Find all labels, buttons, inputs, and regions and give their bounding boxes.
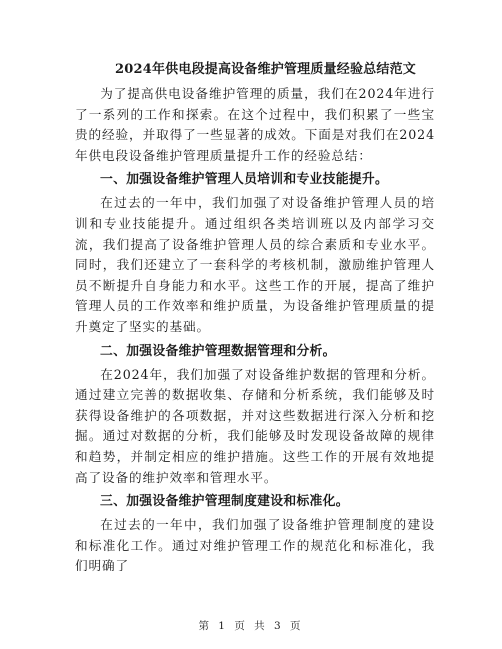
page-number-footer: 第 1 页 共 3 页 [198,620,304,632]
section-body-1: 在过去的一年中，我们加强了对设备维护管理人员的培训和专业技能提升。通过组织各类培训班以及内部学习交流，我们提高了设备维护管理人员的综合素质和专业水平。同时，我们还建立了一套科学的考核机制，激励维护管理人员不断提升自身能力和水平。这些工作的开展，提高了维护管理人员的工作效率和维护质量，为设备维护管理质量的提升奠定了坚实的基础。 [75,195,435,334]
section-body-3: 在过去的一年中，我们加强了设备维护管理制度的建设和标准化工作。通过对维护管理工作的规范化和标准化，我们明确了 [75,517,435,574]
section-heading-1: 一、加强设备维护管理人员培训和专业技能提升。 [100,172,389,188]
section-body-2: 在2024年，我们加强了对设备维护数据的管理和分析。通过建立完善的数据收集、存储和分析系统，我们能够及时获得设备维护的各项数据，并对这些数据进行深入分析和挖掘。通过对数据的分析，我们能够及时发现设备故障的规律和趋势，并制定相应的维护措施。这些工作的开展有效地提高了设备的维护效率和管理水平。 [75,366,435,485]
section-heading-3: 三、加强设备维护管理制度建设和标准化。 [100,494,349,510]
document-body [75,60,435,577]
intro-paragraph: 为了提高供电设备维护管理的质量，我们在2024年进行了一系列的工作和探索。在这个过程中，我们积累了一些宝贵的经验，并取得了一些显著的成效。下面是对我们在2024年供电段设备维护管理质量提升工作的经验总结： [75,86,435,163]
section-heading-2: 二、加强设备维护管理数据管理和分析。 [100,343,336,359]
document-title: 2024年供电段提高设备维护管理质量经验总结范文 [115,62,416,77]
